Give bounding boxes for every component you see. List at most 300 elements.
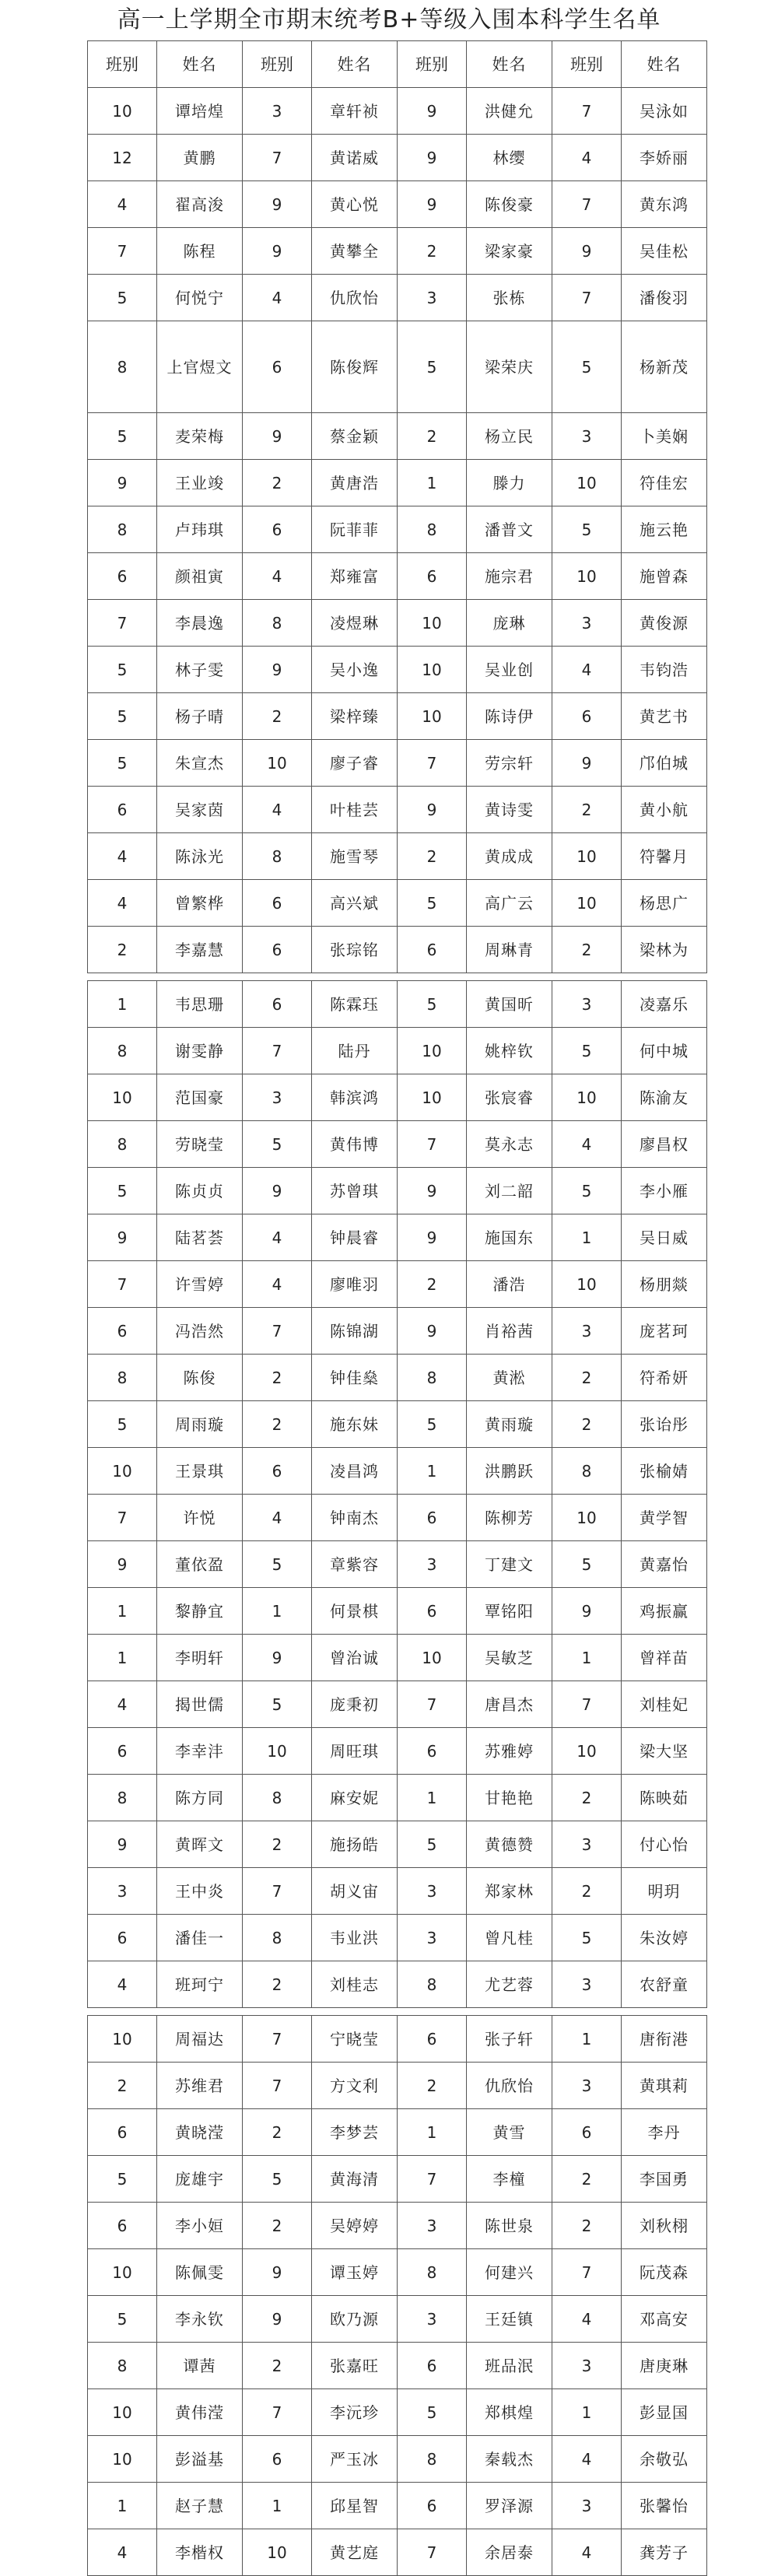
name-cell	[312, 927, 398, 973]
student-name: 钟佳燊	[330, 1368, 379, 1387]
class-cell: 6	[88, 787, 157, 833]
name-cell	[312, 2343, 398, 2389]
student-name: 黄心悦	[330, 195, 379, 214]
student-name: 覃铭阳	[485, 1601, 534, 1621]
name-cell	[622, 2016, 707, 2063]
student-name: 潘俊羽	[640, 288, 689, 307]
table-row	[88, 2109, 707, 2156]
name-cell	[467, 181, 552, 228]
name-cell	[157, 1681, 243, 1728]
class-cell: 6	[243, 1448, 312, 1495]
name-cell	[467, 1681, 552, 1728]
class-cell: 2	[243, 1961, 312, 2008]
student-name: 何建兴	[485, 2262, 534, 2282]
student-name: 滕力	[492, 473, 526, 492]
class-cell: 7	[243, 135, 312, 181]
class-cell: 4	[88, 1961, 157, 2008]
student-name: 韦思珊	[175, 994, 224, 1014]
name-cell	[467, 88, 552, 135]
student-name: 黄鹏	[183, 148, 216, 167]
student-name: 王中炎	[175, 1881, 224, 1901]
name-cell	[467, 506, 552, 553]
table-row	[88, 506, 707, 553]
name-cell	[467, 833, 552, 880]
class-cell: 3	[552, 981, 622, 1028]
class-cell: 1	[552, 2016, 622, 2063]
name-cell	[312, 1868, 398, 1915]
header-cell: 班别	[398, 41, 467, 88]
name-cell	[622, 880, 707, 927]
student-name: 高兴斌	[330, 893, 379, 913]
class-cell: 9	[88, 1541, 157, 1588]
student-name: 黄晖文	[175, 1835, 224, 1854]
class-cell: 5	[88, 413, 157, 460]
table-row	[88, 413, 707, 460]
table-row	[88, 2296, 707, 2343]
class-cell: 2	[88, 927, 157, 973]
class-cell: 10	[552, 553, 622, 600]
name-cell	[312, 2063, 398, 2109]
class-cell: 7	[88, 1495, 157, 1541]
student-name: 施国东	[485, 1228, 534, 1247]
name-cell	[622, 2249, 707, 2296]
name-cell	[157, 460, 243, 506]
class-cell: 2	[398, 833, 467, 880]
class-cell: 7	[398, 1121, 467, 1168]
class-cell: 4	[88, 181, 157, 228]
name-cell	[312, 321, 398, 413]
student-name: 李沅珍	[330, 2403, 379, 2422]
table-row	[88, 1915, 707, 1961]
student-name: 尤艺蓉	[485, 1975, 534, 1994]
class-cell: 3	[243, 1074, 312, 1121]
student-name: 秦载杰	[485, 2449, 534, 2469]
name-cell	[467, 1868, 552, 1915]
student-name: 黄诗雯	[485, 800, 534, 819]
name-cell	[622, 1401, 707, 1448]
student-name: 陈世泉	[485, 2216, 534, 2235]
class-cell: 5	[88, 647, 157, 693]
class-cell: 6	[398, 1728, 467, 1775]
class-cell: 5	[243, 1541, 312, 1588]
student-name: 卢玮琪	[175, 520, 224, 539]
student-name: 陆丹	[338, 1041, 371, 1060]
name-cell	[157, 2296, 243, 2343]
student-name: 黄艺庭	[330, 2543, 379, 2562]
table-row	[88, 553, 707, 600]
name-cell	[157, 2436, 243, 2483]
class-cell: 9	[243, 2296, 312, 2343]
class-cell: 3	[552, 413, 622, 460]
class-cell: 12	[88, 135, 157, 181]
class-cell: 1	[552, 1214, 622, 1261]
class-cell: 6	[398, 927, 467, 973]
name-cell	[622, 1028, 707, 1074]
name-cell	[622, 2343, 707, 2389]
student-name: 吴泳如	[640, 101, 689, 121]
class-cell: 2	[552, 787, 622, 833]
class-cell: 10	[552, 1495, 622, 1541]
class-cell: 6	[398, 2343, 467, 2389]
student-name: 庞雄宇	[175, 2169, 224, 2189]
student-name: 劳宗轩	[485, 753, 534, 773]
class-cell: 8	[398, 1355, 467, 1401]
class-cell: 5	[243, 2156, 312, 2203]
name-cell	[467, 647, 552, 693]
table-row	[88, 2483, 707, 2529]
student-name: 张宸睿	[485, 1088, 534, 1107]
class-cell: 9	[243, 1168, 312, 1214]
class-cell: 10	[243, 1728, 312, 1775]
name-cell	[157, 2389, 243, 2436]
student-name: 阮菲菲	[330, 520, 379, 539]
student-name: 黄晓滢	[175, 2122, 224, 2142]
page-title: 高一上学期全市期末统考B+等级入围本科学生名单	[117, 6, 661, 33]
class-cell: 5	[88, 2156, 157, 2203]
student-name: 唐昌杰	[485, 1695, 534, 1714]
student-name: 凌煜琳	[330, 613, 379, 633]
student-name: 彭显国	[640, 2403, 689, 2422]
class-cell: 7	[552, 2249, 622, 2296]
student-name: 吴家茵	[175, 800, 224, 819]
name-cell	[467, 2063, 552, 2109]
class-cell: 8	[243, 833, 312, 880]
name-cell	[467, 1588, 552, 1635]
student-name: 曾繁桦	[175, 893, 224, 913]
table-row	[88, 1074, 707, 1121]
name-cell	[312, 1214, 398, 1261]
name-cell	[312, 2389, 398, 2436]
class-cell: 8	[88, 1775, 157, 1821]
student-name: 黄雨璇	[485, 1414, 534, 1434]
student-name: 施曾森	[640, 566, 689, 586]
table-row	[88, 321, 707, 413]
name-cell	[312, 228, 398, 275]
student-name: 仇欣怡	[485, 2076, 534, 2095]
student-name: 陈方同	[175, 1788, 224, 1807]
table-row	[88, 1401, 707, 1448]
student-name: 廖唯羽	[330, 1274, 379, 1294]
student-name: 颜祖寅	[175, 566, 224, 586]
class-cell: 6	[243, 506, 312, 553]
name-cell	[157, 880, 243, 927]
name-cell	[467, 413, 552, 460]
student-name: 张诒彤	[640, 1414, 689, 1434]
class-cell: 2	[243, 693, 312, 740]
class-cell: 3	[398, 1541, 467, 1588]
name-cell	[157, 1214, 243, 1261]
class-cell: 5	[552, 321, 622, 413]
table-row	[88, 1355, 707, 1401]
name-cell	[312, 833, 398, 880]
table-row	[88, 2156, 707, 2203]
table-row	[88, 1961, 707, 2008]
name-cell	[312, 2249, 398, 2296]
student-name: 黄伟滢	[175, 2403, 224, 2422]
name-cell	[312, 1308, 398, 1355]
class-cell: 4	[88, 1681, 157, 1728]
class-cell: 10	[398, 693, 467, 740]
class-cell: 9	[398, 1168, 467, 1214]
class-cell: 7	[552, 181, 622, 228]
name-cell	[467, 1448, 552, 1495]
class-cell: 2	[552, 1355, 622, 1401]
student-name: 杨朋燚	[640, 1274, 689, 1294]
student-name: 黄学智	[640, 1508, 689, 1527]
class-cell: 9	[398, 1308, 467, 1355]
student-name: 张嘉旺	[330, 2356, 379, 2375]
class-cell: 5	[398, 1821, 467, 1868]
student-name: 上官煜文	[166, 357, 233, 377]
name-cell	[622, 2063, 707, 2109]
class-cell: 7	[398, 2156, 467, 2203]
student-name: 丁建文	[485, 1554, 534, 1574]
section-separator	[88, 2008, 707, 2016]
student-name: 明玥	[647, 1881, 681, 1901]
student-name: 陈俊辉	[330, 357, 379, 377]
class-cell: 10	[398, 1074, 467, 1121]
name-cell	[467, 1074, 552, 1121]
student-name: 符佳宏	[640, 473, 689, 492]
name-cell	[622, 275, 707, 321]
class-cell: 8	[398, 2249, 467, 2296]
class-cell: 4	[552, 1121, 622, 1168]
student-name: 梁梓臻	[330, 706, 379, 726]
name-cell	[157, 1121, 243, 1168]
class-cell: 6	[243, 2436, 312, 2483]
name-cell	[467, 1728, 552, 1775]
student-name: 洪健允	[485, 101, 534, 121]
class-cell: 2	[243, 2343, 312, 2389]
student-name: 陈贞贞	[175, 1181, 224, 1200]
student-name: 朱汝婷	[640, 1928, 689, 1947]
name-cell	[157, 1541, 243, 1588]
class-cell: 10	[398, 1635, 467, 1681]
name-cell	[467, 135, 552, 181]
name-cell	[622, 2203, 707, 2249]
student-name: 黄淞	[492, 1368, 526, 1387]
name-cell	[312, 1028, 398, 1074]
name-cell	[312, 2109, 398, 2156]
student-name: 黄小航	[640, 800, 689, 819]
class-cell: 4	[552, 2436, 622, 2483]
name-cell	[622, 1261, 707, 1308]
class-cell: 9	[88, 1821, 157, 1868]
table-row	[88, 1635, 707, 1681]
class-cell: 1	[88, 981, 157, 1028]
class-cell: 2	[243, 460, 312, 506]
section-separator	[88, 973, 707, 981]
student-name: 李娇丽	[640, 148, 689, 167]
student-name: 陈俊	[183, 1368, 216, 1387]
name-cell	[622, 1355, 707, 1401]
name-cell	[467, 787, 552, 833]
class-cell: 6	[398, 553, 467, 600]
class-cell: 5	[88, 275, 157, 321]
class-cell: 10	[552, 880, 622, 927]
student-name: 曾治诚	[330, 1648, 379, 1667]
name-cell	[312, 1915, 398, 1961]
student-name: 宁晓莹	[330, 2029, 379, 2049]
student-name: 仇欣怡	[330, 288, 379, 307]
class-cell: 9	[243, 647, 312, 693]
name-cell	[312, 1728, 398, 1775]
student-list-table-wrapper	[87, 40, 700, 2576]
student-name: 卜美娴	[640, 426, 689, 446]
name-cell	[622, 460, 707, 506]
table-row	[88, 1868, 707, 1915]
name-cell	[467, 1355, 552, 1401]
name-cell	[312, 1121, 398, 1168]
table-row	[88, 2249, 707, 2296]
student-name: 阮茂森	[640, 2262, 689, 2282]
student-name: 张子轩	[485, 2029, 534, 2049]
class-cell: 10	[552, 460, 622, 506]
student-name: 张馨怡	[640, 2496, 689, 2515]
class-cell: 6	[552, 693, 622, 740]
header-cell: 班别	[88, 41, 157, 88]
student-name: 甘艳艳	[485, 1788, 534, 1807]
student-name: 吴小逸	[330, 660, 379, 679]
student-name: 余敬弘	[640, 2449, 689, 2469]
class-cell: 4	[243, 1261, 312, 1308]
name-cell	[312, 2483, 398, 2529]
student-name: 胡义宙	[330, 1881, 379, 1901]
student-name: 姚梓钦	[485, 1041, 534, 1060]
class-cell: 10	[88, 2249, 157, 2296]
class-cell: 4	[552, 647, 622, 693]
name-cell	[467, 2203, 552, 2249]
student-name: 唐庚琳	[640, 2356, 689, 2375]
class-cell: 9	[552, 1588, 622, 1635]
name-cell	[467, 1168, 552, 1214]
class-cell: 2	[552, 1401, 622, 1448]
class-cell: 8	[398, 2436, 467, 2483]
table-row	[88, 135, 707, 181]
class-cell: 10	[88, 1448, 157, 1495]
separator-cell	[88, 2008, 707, 2016]
table-row	[88, 2389, 707, 2436]
class-cell: 7	[243, 1028, 312, 1074]
class-cell: 10	[398, 600, 467, 647]
class-cell: 6	[88, 2109, 157, 2156]
student-name: 黄嘉怡	[640, 1554, 689, 1574]
student-name: 施雪琴	[330, 846, 379, 866]
class-cell: 5	[398, 1401, 467, 1448]
student-name: 梁大坚	[640, 1741, 689, 1761]
name-cell	[157, 2109, 243, 2156]
table-row	[88, 1448, 707, 1495]
class-cell: 10	[88, 2436, 157, 2483]
name-cell	[312, 506, 398, 553]
class-cell: 9	[398, 1214, 467, 1261]
class-cell: 1	[88, 1635, 157, 1681]
name-cell	[622, 1635, 707, 1681]
name-cell	[622, 2483, 707, 2529]
student-name: 邝伯城	[640, 753, 689, 773]
student-name: 蔡金颖	[330, 426, 379, 446]
name-cell	[622, 321, 707, 413]
class-cell: 3	[552, 1961, 622, 2008]
class-cell: 4	[88, 2529, 157, 2576]
name-cell	[467, 927, 552, 973]
name-cell	[312, 2016, 398, 2063]
student-name: 张栋	[492, 288, 526, 307]
student-name: 何景棋	[330, 1601, 379, 1621]
class-cell: 3	[398, 1915, 467, 1961]
name-cell	[157, 1915, 243, 1961]
name-cell	[622, 600, 707, 647]
class-cell: 6	[88, 553, 157, 600]
name-cell	[467, 2296, 552, 2343]
name-cell	[622, 2436, 707, 2483]
name-cell	[312, 2529, 398, 2576]
class-cell: 9	[398, 88, 467, 135]
class-cell: 2	[398, 413, 467, 460]
class-cell: 2	[88, 2063, 157, 2109]
table-row	[88, 1214, 707, 1261]
name-cell	[622, 1915, 707, 1961]
student-name: 施云艳	[640, 520, 689, 539]
name-cell	[467, 1121, 552, 1168]
student-name: 黄伟博	[330, 1134, 379, 1154]
class-cell: 1	[243, 1588, 312, 1635]
table-row	[88, 1775, 707, 1821]
class-cell: 8	[243, 1775, 312, 1821]
student-name: 陆茗荟	[175, 1228, 224, 1247]
table-row	[88, 1028, 707, 1074]
student-name: 凌嘉乐	[640, 994, 689, 1014]
class-cell: 6	[243, 981, 312, 1028]
class-cell: 4	[243, 553, 312, 600]
table-row	[88, 1168, 707, 1214]
name-cell	[157, 740, 243, 787]
class-cell: 9	[398, 181, 467, 228]
student-name: 黎静宜	[175, 1601, 224, 1621]
student-name: 符馨月	[640, 846, 689, 866]
student-name: 张琮铭	[330, 940, 379, 959]
name-cell	[312, 460, 398, 506]
name-cell	[622, 1308, 707, 1355]
class-cell: 10	[88, 2016, 157, 2063]
class-cell: 2	[398, 1261, 467, 1308]
student-name: 郑棋煌	[485, 2403, 534, 2422]
class-cell: 3	[398, 275, 467, 321]
name-cell	[622, 135, 707, 181]
student-name: 韩滨鸿	[330, 1088, 379, 1107]
name-cell	[312, 647, 398, 693]
name-cell	[467, 1308, 552, 1355]
class-cell: 9	[552, 740, 622, 787]
name-cell	[157, 2249, 243, 2296]
name-cell	[157, 228, 243, 275]
name-cell	[467, 2249, 552, 2296]
class-cell: 10	[243, 2529, 312, 2576]
class-cell: 7	[552, 1681, 622, 1728]
class-cell: 1	[398, 460, 467, 506]
name-cell	[622, 88, 707, 135]
student-name: 潘佳一	[175, 1928, 224, 1947]
name-cell	[157, 927, 243, 973]
class-cell: 9	[88, 1214, 157, 1261]
class-cell: 2	[552, 1775, 622, 1821]
name-cell	[467, 460, 552, 506]
class-cell: 1	[88, 1588, 157, 1635]
name-cell	[622, 2529, 707, 2576]
header-cell: 姓名	[467, 41, 552, 88]
name-cell	[622, 1074, 707, 1121]
table-row	[88, 693, 707, 740]
